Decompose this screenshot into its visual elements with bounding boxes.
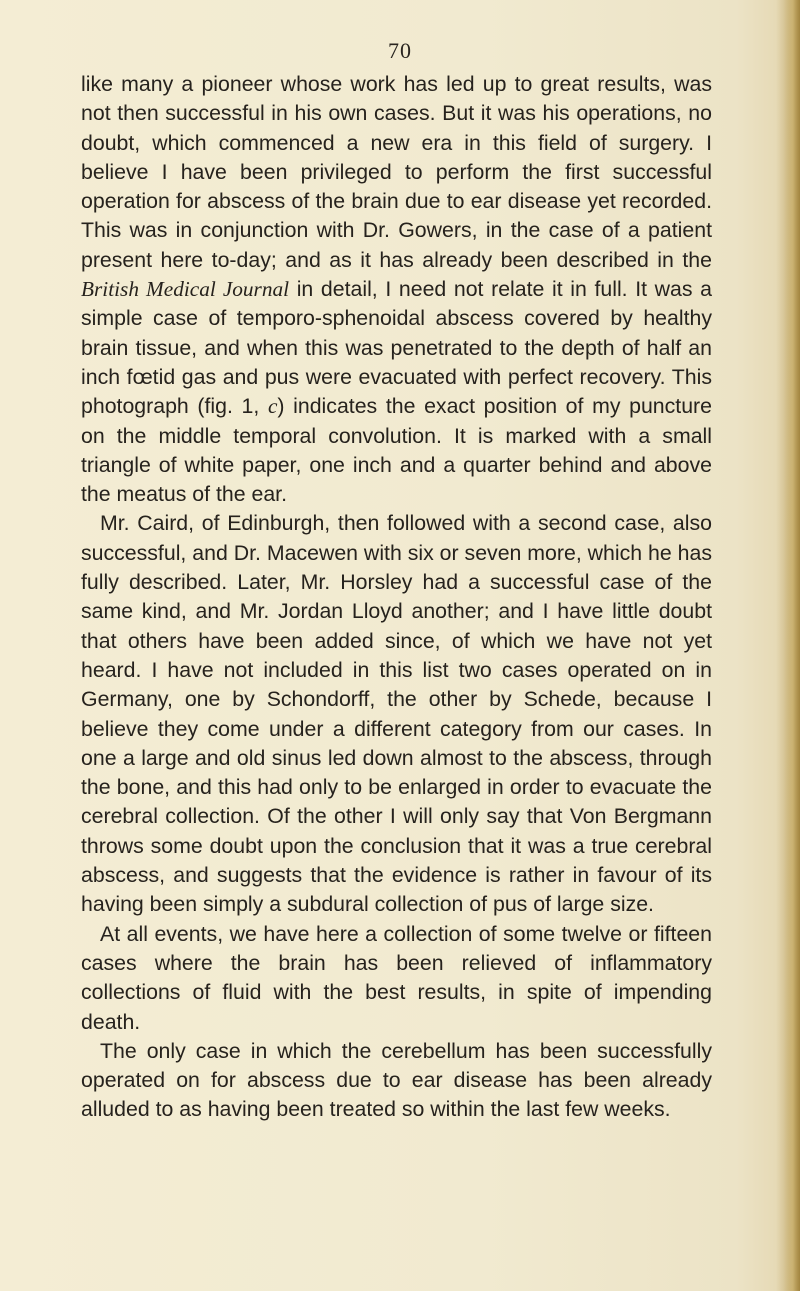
paragraph: Mr. Caird, of Edinburgh, then followed with a second case, also successful, and Dr. Macewen with six or seven more, which he has fully described. Later, Mr. Horsley had a successful case of the same kind, and Mr. Jordan Lloyd another; and I have little doubt that others have been added since, of which we have not yet heard. I have not included in this list two cases operated on in Germany, one by Schondorff, the other by Schede, because I believe they come under a different category from our cases. In one a large and old sinus led down almost to the abscess, through the bone, and this had only to be enlarged in order to evacuate the cerebral collection. Of the other I will only say that Von Bergmann throws some doubt upon the conclusion that it was a true cerebral abscess, and suggests that the evidence is rather in favour of its having been simply a subdural collection of pus of large size. <box>81 511 712 917</box>
figure-letter: c <box>267 394 278 419</box>
journal-title: British Medical Journal <box>81 277 290 302</box>
paragraph-1-text-a: like many a pioneer whose work has led up to great results, was not then successful in his own cases. But it was his operations, no doubt, which commenced a new era in this field of surgery. I believe I have been privileged to perform the first successful operation for abscess of the brain due to ear disease yet recorded. This was in conjunction with Dr. Gowers, in the case of a patient present here to-day; and as it has already been described in the <box>81 72 712 272</box>
paragraph-1-text-c: ) indicates the exact position of my puncture on the middle temporal convolution. It is marked with a small triangle of white paper, one inch and a quarter behind and above the meatus of the ear. <box>81 394 712 507</box>
paragraph: The only case in which the cerebellum has been successfully operated on for abscess due to ear disease has been already alluded to as having been treated so within the last few weeks. <box>81 1038 712 1122</box>
body-text <box>81 70 712 1125</box>
page-edge-shading <box>784 0 800 1291</box>
paragraph-1-text-b: in detail, I need not relate it in full. It was a simple case of temporo-sphenoidal abscess covered by healthy brain tissue, and when this was penetrated to the depth of half an inch fœtid gas and pus were evacuated with perfect recovery. This photograph (fig. 1, <box>81 277 713 419</box>
paragraph <box>81 70 712 509</box>
page-number: 70 <box>388 38 412 63</box>
paragraph: At all events, we have here a collection of some twelve or fifteen cases where the brain has been relieved of inflammatory collections of fluid with the best results, in spite of impending death. <box>81 921 712 1034</box>
